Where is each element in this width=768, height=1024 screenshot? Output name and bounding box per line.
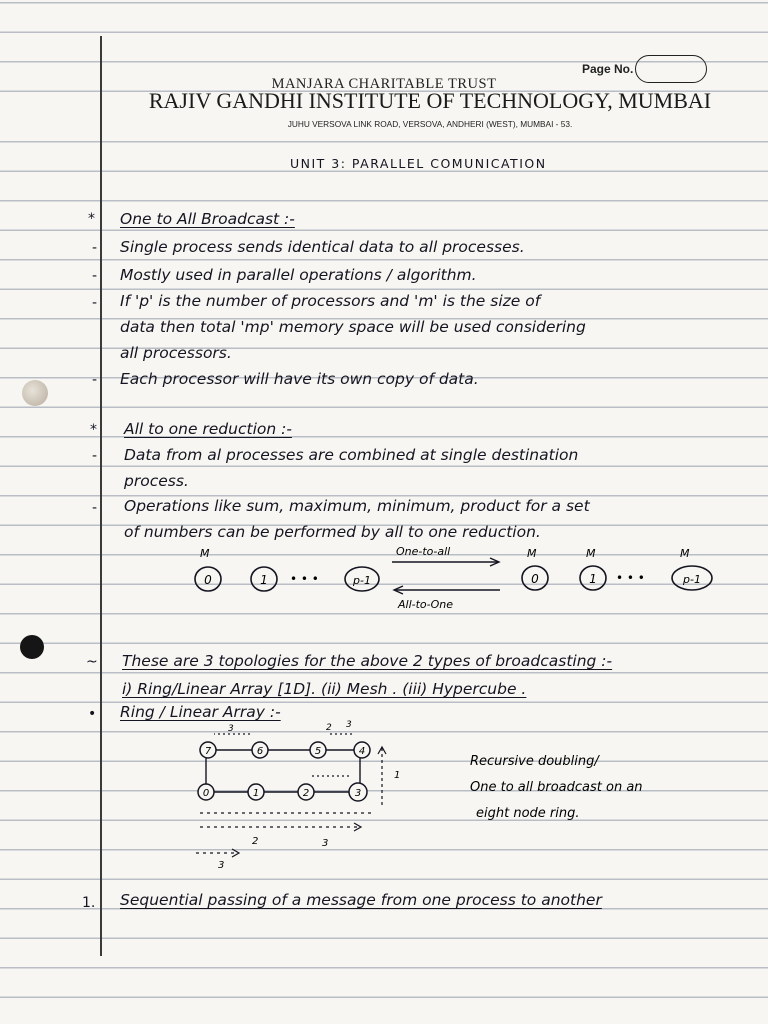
ring-node-7-label: 7 bbox=[204, 746, 212, 757]
s1-item4-bullet: - bbox=[92, 372, 98, 388]
m-label-right-2: M bbox=[680, 547, 690, 560]
left-dots: • • • bbox=[290, 572, 319, 586]
step-label-top-left: 3 bbox=[228, 724, 234, 734]
s2-item1-line2: process. bbox=[124, 472, 189, 490]
ring-caption-line3: eight node ring. bbox=[476, 806, 580, 821]
s2-item2-bullet: - bbox=[92, 500, 98, 516]
s2-item2-line1: Operations like sum, maximum, minimum, product for a set bbox=[124, 497, 590, 515]
s1-item3-line2: data then total 'mp' memory space will be used considering bbox=[120, 318, 586, 336]
arrow-top-label: One-to-all bbox=[396, 545, 451, 558]
ring-node-0-label: 0 bbox=[202, 788, 210, 799]
step-label-row3: 3 bbox=[218, 860, 225, 871]
institute-address: JUHU VERSOVA LINK ROAD, VERSOVA, ANDHERI (WEST), MUMBAI - 53. bbox=[287, 119, 573, 129]
s1-item1-line1: Single process sends identical data to all processes. bbox=[120, 238, 525, 256]
m-label-right-0: M bbox=[527, 547, 537, 560]
s3-sub-bullet: • bbox=[88, 706, 97, 722]
s3-sub-heading: Ring / Linear Array :- bbox=[120, 703, 281, 721]
arrow-bottom-label: All-to-One bbox=[398, 598, 454, 611]
s2-item1-bullet: - bbox=[92, 448, 98, 464]
page-no-label: Page No. bbox=[582, 62, 634, 76]
trust-name: MANJARA CHARITABLE TRUST bbox=[271, 76, 497, 92]
left-node-p-1-label: p-1 bbox=[353, 574, 371, 587]
ring-node-6-label: 6 bbox=[256, 746, 264, 757]
left-node-0-label: 0 bbox=[204, 573, 212, 587]
s3-line1: These are 3 topologies for the above 2 types of broadcasting :- bbox=[122, 652, 613, 670]
s3-line2: i) Ring/Linear Array [1D]. (ii) Mesh . (iii) Hypercube . bbox=[122, 680, 527, 698]
s1-item3-bullet: - bbox=[92, 295, 98, 311]
section4-bullet: 1. bbox=[82, 895, 96, 911]
ring-node-4-label: 4 bbox=[358, 746, 366, 757]
step-label-row2: 3 bbox=[322, 838, 329, 849]
s2-item1-line1: Data from al processes are combined at single destination bbox=[124, 446, 579, 464]
right-dots: • • • bbox=[616, 571, 645, 585]
ring-node-2-label: 2 bbox=[302, 788, 310, 799]
section1-heading: One to All Broadcast :- bbox=[120, 210, 295, 228]
step-label-row1: 2 bbox=[252, 836, 259, 847]
ring-caption-line2: One to all broadcast on an bbox=[470, 780, 643, 795]
step-label-top-mid: 2 bbox=[326, 723, 332, 733]
section3-bullet: ~ bbox=[86, 654, 98, 670]
page-title: UNIT 3: PARALLEL COMUNICATION bbox=[290, 156, 547, 171]
ring-caption-line1: Recursive doubling/ bbox=[470, 754, 599, 769]
ring-node-1-label: 1 bbox=[252, 788, 260, 799]
section1-bullet: * bbox=[88, 211, 95, 227]
right-node-p-1-label: p-1 bbox=[683, 573, 701, 586]
right-node-0-label: 0 bbox=[531, 572, 539, 586]
s1-item3-line3: all processors. bbox=[120, 344, 232, 362]
s1-item1-bullet: - bbox=[92, 240, 98, 256]
section2-heading: All to one reduction :- bbox=[124, 420, 292, 438]
s4-line1: Sequential passing of a message from one process to another bbox=[120, 891, 602, 909]
ring-node-3-label: 3 bbox=[354, 788, 362, 799]
m-label-right-1: M bbox=[586, 547, 596, 560]
step-label-top-right: 3 bbox=[346, 720, 352, 730]
step-label-up: 1 bbox=[394, 770, 401, 781]
s1-item3-line1: If 'p' is the number of processors and 'm' is the size of bbox=[120, 292, 541, 310]
m-label-left: M bbox=[200, 547, 210, 560]
section2-bullet: * bbox=[90, 422, 97, 438]
institute-name: RAJIV GANDHI INSTITUTE OF TECHNOLOGY, MUMBAI bbox=[148, 88, 712, 113]
s1-item2-line1: Mostly used in parallel operations / algorithm. bbox=[120, 266, 477, 284]
s2-item2-line2: of numbers can be performed by all to one reduction. bbox=[124, 523, 541, 541]
s1-item2-bullet: - bbox=[92, 268, 98, 284]
right-node-1-label: 1 bbox=[589, 572, 597, 586]
ring-node-5-label: 5 bbox=[314, 746, 322, 757]
s1-item4-line1: Each processor will have its own copy of data. bbox=[120, 370, 479, 388]
left-node-1-label: 1 bbox=[260, 573, 268, 587]
